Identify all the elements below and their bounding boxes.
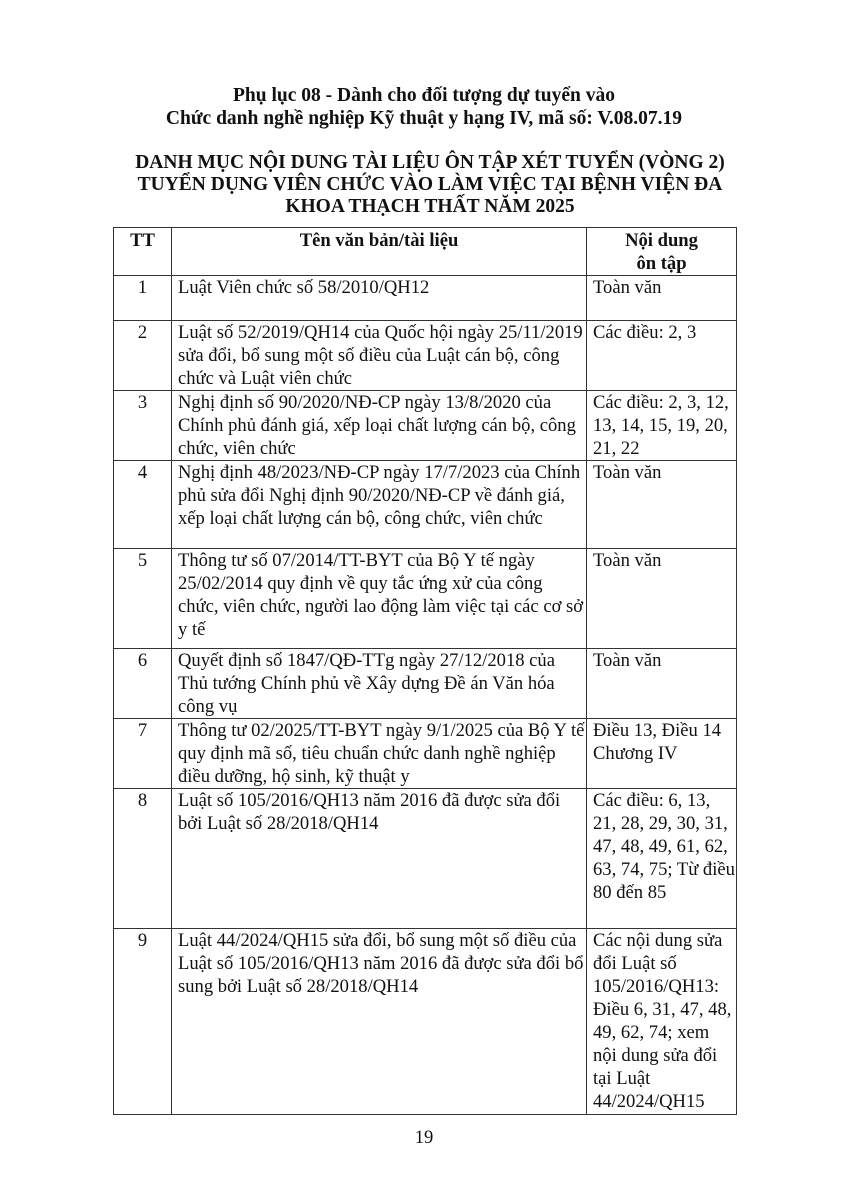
appendix-line-2: Chức danh nghề nghiệp Kỹ thuật y hạng IV, mã số: V.08.07.19 [165,108,683,129]
header-review-content-line-2: ôn tập [636,253,687,274]
table-row [114,719,737,789]
row-number: 2 [114,321,172,391]
review-content: Toàn văn [587,649,737,719]
appendix-heading [0,84,848,130]
review-content: Toàn văn [587,276,737,321]
row-number: 1 [114,276,172,321]
review-content: Điều 13, Điều 14 Chương IV [587,719,737,789]
document-name: Nghị định 48/2023/NĐ-CP ngày 17/7/2023 của Chính phủ sửa đổi Nghị định 90/2020/NĐ-CP về đánh giá, xếp loại chất lượng cán bộ, công chức, viên chức [172,461,587,549]
table-row [114,276,737,321]
header-review-content-line-1: Nội dung [625,230,698,251]
document-name: Nghị định số 90/2020/NĐ-CP ngày 13/8/2020 của Chính phủ đánh giá, xếp loại chất lượng cán bộ, công chức, viên chức [172,391,587,461]
page-number: 19 [414,1127,434,1148]
row-number: 7 [114,719,172,789]
table-row [114,789,737,929]
table-row [114,549,737,649]
document-title [110,152,750,218]
title-line-1: DANH MỤC NỘI DUNG TÀI LIỆU ÔN TẬP XÉT TUYỂN (VÒNG 2) [135,152,725,173]
document-name: Luật số 105/2016/QH13 năm 2016 đã được sửa đổi bởi Luật số 28/2018/QH14 [172,789,587,929]
row-number: 8 [114,789,172,929]
review-content: Các điều: 2, 3 [587,321,737,391]
table-row [114,461,737,549]
table-row [114,321,737,391]
review-content: Toàn văn [587,549,737,649]
header-tt: TT [114,228,172,276]
review-content: Các điều: 2, 3, 12, 13, 14, 15, 19, 20, 21, 22 [587,391,737,461]
header-review-content [587,228,737,276]
document-name: Quyết định số 1847/QĐ-TTg ngày 27/12/2018 của Thủ tướng Chính phủ về Xây dựng Đề án Văn hóa công vụ [172,649,587,719]
table-row [114,929,737,1115]
document-name: Luật 44/2024/QH15 sửa đổi, bổ sung một số điều của Luật số 105/2016/QH13 năm 2016 đã được sửa đổi bổ sung bởi Luật số 28/2018/QH14 [172,929,587,1115]
row-number: 6 [114,649,172,719]
title-line-3: KHOA THẠCH THẤT NĂM 2025 [285,196,575,217]
document-name: Thông tư 02/2025/TT-BYT ngày 9/1/2025 của Bộ Y tế quy định mã số, tiêu chuẩn chức danh nghề nghiệp điều dưỡng, hộ sinh, kỹ thuật y [172,719,587,789]
review-content: Các nội dung sửa đổi Luật số 105/2016/QH13: Điều 6, 31, 47, 48, 49, 62, 74; xem nội dung sửa đổi tại Luật 44/2024/QH15 [587,929,737,1115]
row-number: 4 [114,461,172,549]
document-name: Luật Viên chức số 58/2010/QH12 [172,276,587,321]
header-document-name: Tên văn bản/tài liệu [172,228,587,276]
document-name: Luật số 52/2019/QH14 của Quốc hội ngày 25/11/2019 sửa đổi, bổ sung một số điều của Luật cán bộ, công chức và Luật viên chức [172,321,587,391]
row-number: 5 [114,549,172,649]
appendix-line-1: Phụ lục 08 - Dành cho đối tượng dự tuyển vào [232,85,616,106]
document-list-table [113,227,737,1115]
review-content: Các điều: 6, 13, 21, 28, 29, 30, 31, 47, 48, 49, 61, 62, 63, 74, 75; Từ điều 80 đến 85 [587,789,737,929]
table-row [114,391,737,461]
review-content: Toàn văn [587,461,737,549]
row-number: 9 [114,929,172,1115]
table-header-row [114,228,737,276]
table-row [114,649,737,719]
document-name: Thông tư số 07/2014/TT-BYT của Bộ Y tế ngày 25/02/2014 quy định về quy tắc ứng xử của công chức, viên chức, người lao động làm việc tại các cơ sở y tế [172,549,587,649]
row-number: 3 [114,391,172,461]
title-line-2: TUYỂN DỤNG VIÊN CHỨC VÀO LÀM VIỆC TẠI BỆNH VIỆN ĐA [137,174,723,195]
